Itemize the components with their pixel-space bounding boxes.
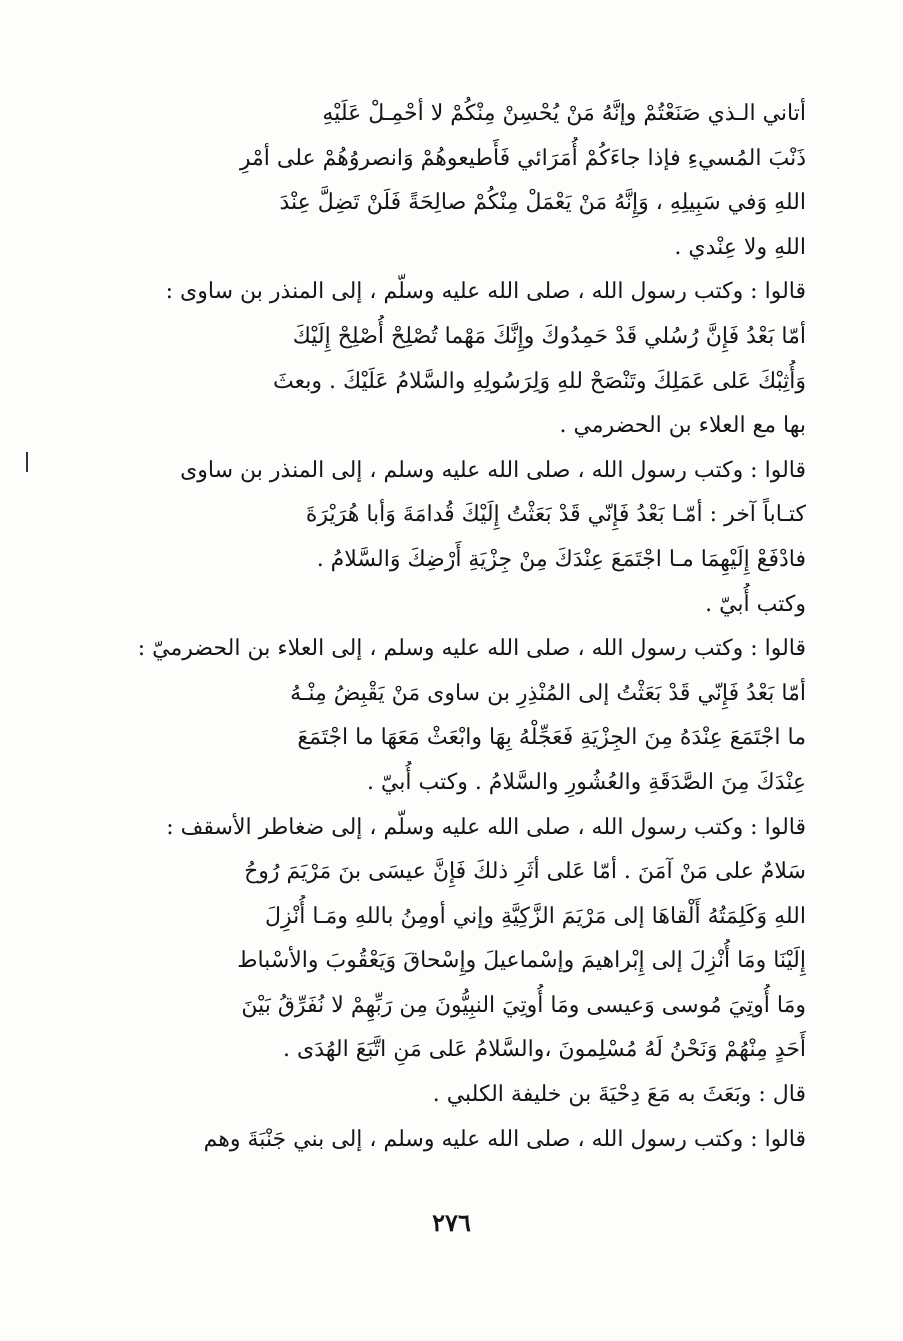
text-line: قالوا : وكتب رسول الله ، صلى الله عليه وسلم ، إلى المنذر بن ساوى (180, 457, 806, 483)
text-line: ومَا أُوتِيَ مُوسى وَعيسى ومَا أُوتِيَ النبِيُّونَ مِن رَبِّهِمْ لا نُفَرِّقُ بَيْنَ (241, 992, 806, 1018)
text-line: كتـاباً آخر : أمّـا بَعْدُ فَإِنّي قَدْ بَعَثْتُ إِلَيْكَ قُدامَةَ وَأبا هُرَيْرَةَ (305, 502, 806, 528)
text-line: أمّا بَعْدُ فَإِنّي قَدْ بَعَثْتُ إلى المُنْذِرِ بن ساوى مَنْ يَقْبِضُ مِنْـهُ (290, 680, 806, 706)
text-line: اللهِ وَكَلِمَتُهُ أَلْقاهَا إلى مَرْيَمَ الزَّكِيَّةِ وإني أومِنُ باللهِ ومَـا أُنْزِلَ (265, 903, 806, 929)
text-line: قالوا : وكتب رسول الله ، صلى الله عليه وسلّم ، إلى ضغاطر الأسقف : (166, 814, 806, 840)
page-number: ٢٧٦ (432, 1208, 471, 1237)
text-line: وَأُثِبْكَ عَلى عَمَلِكَ وتَنْصَحْ للهِ وَلِرَسُولِهِ والسَّلامُ عَلَيْكَ . وبعثَ (273, 368, 806, 394)
text-line: قالوا : وكتب رسول الله ، صلى الله عليه وسلم ، إلى العلاء بن الحضرميّ : (137, 636, 806, 662)
text-line: اللهِ ولا عِنْدي . (674, 234, 806, 260)
text-line: وكتب أُبيّ . (705, 591, 806, 617)
text-line: عِنْدَكَ مِنَ الصَّدَقَةِ والعُشُورِ والسَّلامُ . وكتب أُبيّ . (366, 769, 806, 795)
text-line: أتاني الـذي صَنَعْتُمْ وإنَّهُ مَنْ يُحْسِنْ مِنْكُمْ لا أحْمِـلْ عَلَيْهِ (322, 101, 806, 126)
body-text (98, 92, 806, 1162)
text-line: فادْفَعْ إِلَيْهِمَا مـا اجْتَمَعَ عِنْدَكَ مِنْ جِزْيَةِ أَرْضِكَ وَالسَّلامُ . (316, 546, 806, 572)
text-line: ذَنْبَ المُسيءِ فإذا جاءَكُمْ أُمَرَائي فَأَطيعوهُمْ وَانصروُهُمْ على أمْرِ (239, 145, 806, 171)
text-line: اللهِ وَفي سَبِيلِهِ ، وَإِنَّهُ مَنْ يَعْمَلْ مِنْكُمْ صالِحَةً فَلَنْ تَضِلَّ عِنْدَ (279, 190, 806, 216)
text-line: إِلَيْنَا ومَا أُنْزِلَ إلى إِبْراهيمَ وإسْماعيلَ وإِسْحاقَ وَيَعْقُوبَ والأسْباط (237, 948, 806, 974)
text-line: أمّا بَعْدُ فَإِنَّ رُسُلي قَدْ حَمِدُوكَ وإِنَّكَ مَهْما تُصْلِحْ أُصْلِحْ إِلَيْكَ (292, 323, 806, 349)
text-line: قال : وبَعَثَ به مَعَ دِحْيَةَ بن خليفة الكلبي . (432, 1082, 806, 1108)
paragraph (98, 627, 806, 805)
text-line: بها مع العلاء بن الحضرمي . (559, 413, 806, 439)
paragraph (98, 806, 806, 1118)
text-line: قالوا : وكتب رسول الله ، صلى الله عليه وسلّم ، إلى المنذر بن ساوى : (165, 279, 806, 305)
margin-mark (26, 452, 28, 472)
text-line: ما اجْتَمَعَ عِنْدَهُ مِنَ الجِزْيَةِ فَعَجِّلْهُ بِهَا وابْعَثْ مَعَهَا ما اجْتَمَعَ (297, 725, 806, 751)
text-line: سَلامٌ على مَنْ آمَنَ . أمّا عَلى أثَرِ ذلكَ فَإِنَّ عيسَى بنَ مَرْيَمَ رُوحُ (244, 859, 806, 885)
text-line: أَحَدٍ مِنْهُمْ وَنَحْنُ لَهُ مُسْلِمونَ ،والسَّلامُ عَلى مَنِ اتَّبَعَ الهُدَى . (282, 1037, 806, 1063)
paragraph (98, 449, 806, 627)
paragraph (98, 270, 806, 448)
paragraph (98, 1118, 806, 1163)
text-line: قالوا : وكتب رسول الله ، صلى الله عليه وسلم ، إلى بني جَنْبَةَ وهم (203, 1126, 806, 1152)
paragraph (98, 92, 806, 270)
